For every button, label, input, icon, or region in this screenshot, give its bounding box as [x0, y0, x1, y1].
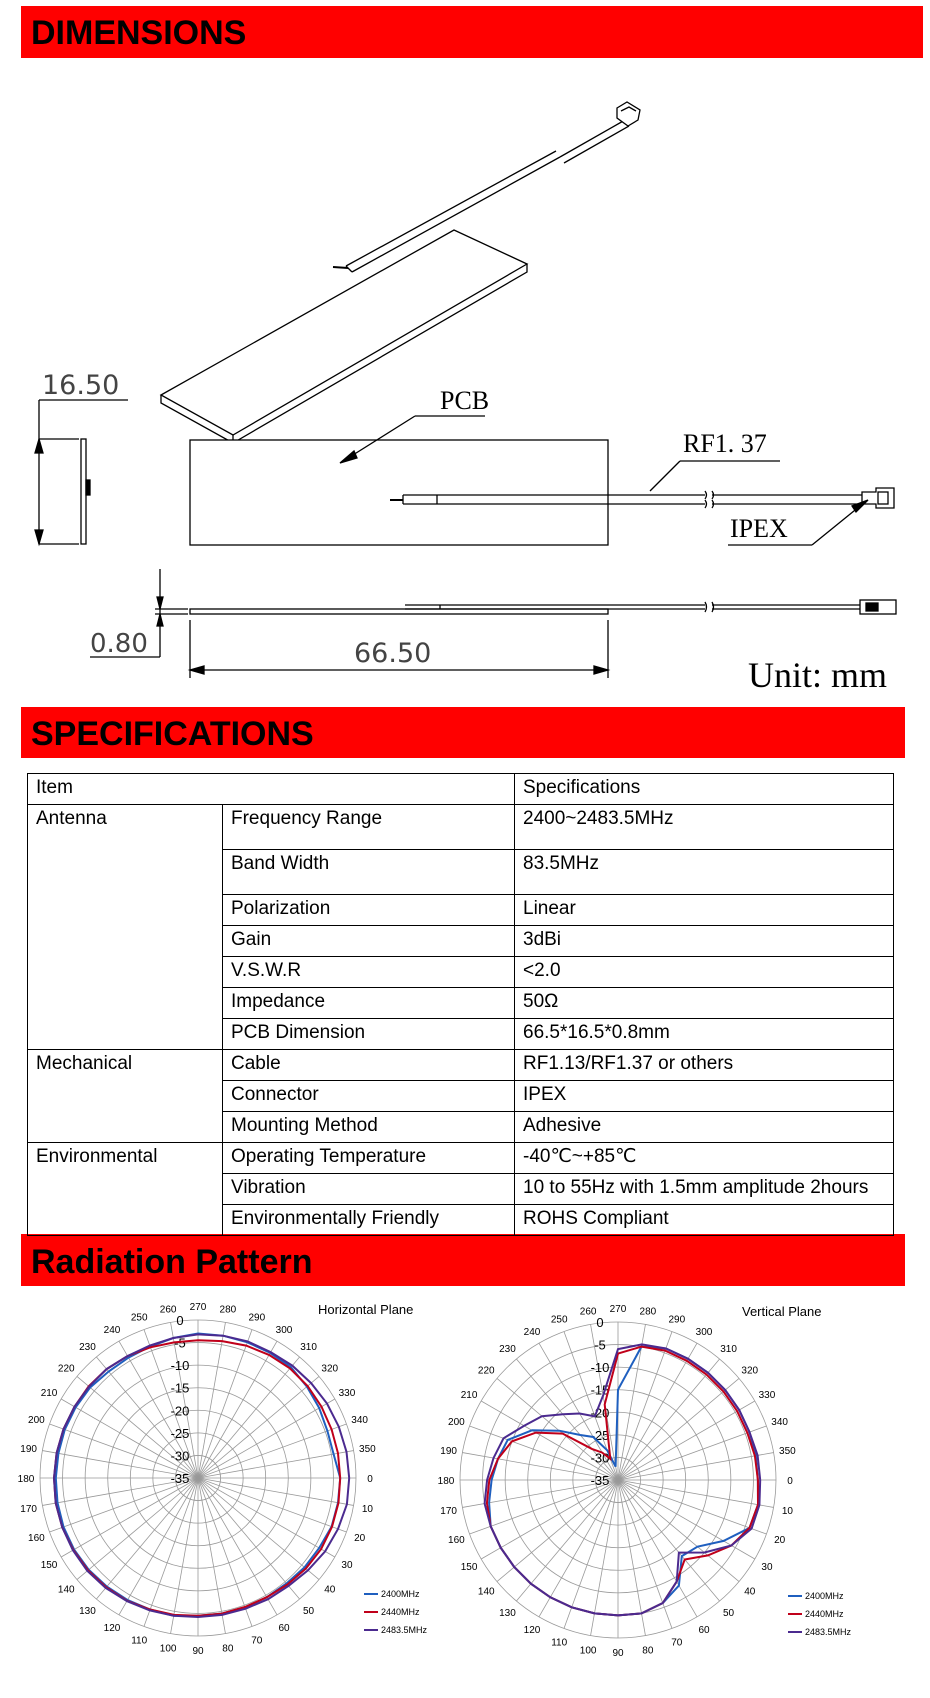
angle-tick-label: 260 — [159, 1304, 177, 1316]
angle-tick-label: 350 — [359, 1444, 376, 1456]
angle-tick-label: 290 — [248, 1312, 266, 1324]
angle-tick-label: 340 — [351, 1415, 368, 1427]
angle-tick-label: 40 — [324, 1584, 336, 1596]
angle-tick-label: 260 — [579, 1306, 597, 1318]
radial-tick-label: 0 — [176, 1313, 184, 1328]
angle-tick-label: 100 — [579, 1645, 597, 1657]
radial-tick-label: -25 — [170, 1425, 190, 1441]
angle-tick-label: 310 — [720, 1344, 737, 1356]
radial-tick-label: -20 — [590, 1405, 610, 1421]
angle-tick-label: 320 — [741, 1365, 759, 1377]
angle-tick-label: 340 — [771, 1417, 788, 1429]
radial-tick-label: -20 — [170, 1403, 190, 1419]
vertical-plane-chart — [437, 1288, 930, 1698]
specifications-title: SPECIFICATIONS — [31, 715, 314, 753]
group-cell: Mechanical — [28, 1050, 223, 1143]
angle-tick-label: 150 — [460, 1562, 478, 1573]
param-cell: Connector — [223, 1081, 515, 1112]
length-dimension-label: 66.50 — [354, 638, 432, 669]
angle-tick-label: 240 — [523, 1327, 541, 1339]
angle-tick-label: 130 — [79, 1605, 96, 1617]
angle-tick-label: 50 — [722, 1607, 735, 1619]
angle-tick-label: 190 — [440, 1446, 457, 1458]
angle-tick-label: 120 — [103, 1622, 121, 1634]
angle-tick-label: 300 — [275, 1325, 293, 1337]
angle-tick-label: 230 — [499, 1344, 516, 1356]
radial-tick-label: -35 — [590, 1473, 610, 1488]
isometric-pcb — [161, 102, 640, 443]
angle-tick-label: 300 — [695, 1327, 713, 1339]
angle-tick-label: 280 — [219, 1304, 237, 1316]
angle-tick-label: 350 — [779, 1446, 796, 1458]
angle-tick-label: 80 — [642, 1645, 654, 1657]
table-row — [28, 1143, 894, 1174]
legend-label: 2483.5MHz — [805, 1627, 852, 1637]
value-cell: Adhesive — [515, 1112, 894, 1143]
pcb-label: PCB — [440, 386, 490, 415]
angle-tick-label: 160 — [28, 1532, 45, 1544]
thickness-dimension-label: 0.80 — [90, 629, 148, 659]
angle-tick-label: 320 — [321, 1363, 339, 1375]
header-item: Item — [28, 774, 515, 805]
side-view — [35, 370, 128, 544]
radial-tick-label: -30 — [590, 1450, 610, 1466]
value-cell: 50Ω — [515, 988, 894, 1019]
angle-tick-label: 70 — [671, 1637, 683, 1649]
header-spec: Specifications — [515, 774, 894, 805]
legend-label: 2400MHz — [381, 1589, 420, 1599]
value-cell: RF1.13/RF1.37 or others — [515, 1050, 894, 1081]
param-cell: Operating Temperature — [223, 1143, 515, 1174]
angle-tick-label: 70 — [251, 1635, 263, 1647]
value-cell: ROHS Compliant — [515, 1205, 894, 1236]
angle-tick-label: 60 — [278, 1622, 290, 1634]
radial-tick-label: -15 — [590, 1382, 610, 1398]
angle-tick-label: 270 — [609, 1304, 627, 1315]
angle-tick-label: 10 — [361, 1503, 373, 1515]
horizontal-plane-chart — [6, 1288, 456, 1698]
radial-tick-label: -10 — [590, 1360, 610, 1376]
unit-label: Unit: mm — [748, 655, 888, 695]
legend-label: 2440MHz — [805, 1609, 844, 1619]
angle-tick-label: 90 — [612, 1648, 624, 1659]
param-cell: V.S.W.R — [223, 957, 515, 988]
angle-tick-label: 220 — [57, 1363, 75, 1375]
angle-tick-label: 80 — [222, 1643, 234, 1655]
angle-tick-label: 60 — [698, 1624, 710, 1636]
angle-tick-label: 20 — [354, 1532, 366, 1544]
angle-tick-label: 200 — [28, 1415, 45, 1427]
angle-tick-label: 250 — [550, 1314, 568, 1326]
angle-tick-label: 190 — [20, 1444, 37, 1456]
angle-tick-label: 240 — [103, 1325, 121, 1337]
table-row — [28, 1050, 894, 1081]
radial-tick-label: -30 — [170, 1448, 190, 1464]
param-cell: Impedance — [223, 988, 515, 1019]
angle-tick-label: 130 — [499, 1607, 516, 1619]
angle-tick-label: 330 — [758, 1390, 776, 1401]
angle-tick-label: 160 — [448, 1534, 465, 1546]
angle-tick-label: 220 — [477, 1365, 495, 1377]
radiation-title: Radiation Pattern — [31, 1243, 313, 1281]
value-cell: 2400~2483.5MHz — [515, 805, 894, 850]
table-header-row — [28, 774, 894, 805]
value-cell: <2.0 — [515, 957, 894, 988]
angle-tick-label: 30 — [341, 1560, 353, 1571]
angle-tick-label: 150 — [40, 1560, 58, 1571]
param-cell: Environmentally Friendly — [223, 1205, 515, 1236]
value-cell: IPEX — [515, 1081, 894, 1112]
angle-tick-label: 250 — [130, 1312, 148, 1324]
table-row — [28, 805, 894, 850]
radiation-banner — [21, 1234, 905, 1286]
radial-tick-label: -5 — [174, 1335, 186, 1351]
angle-tick-label: 170 — [440, 1505, 457, 1517]
value-cell: 10 to 55Hz with 1.5mm amplitude 2hours — [515, 1174, 894, 1205]
value-cell: 83.5MHz — [515, 850, 894, 895]
legend-label: 2440MHz — [381, 1607, 420, 1617]
angle-tick-label: 30 — [761, 1562, 773, 1573]
radial-tick-label: -25 — [590, 1427, 610, 1443]
angle-tick-label: 180 — [437, 1476, 455, 1487]
angle-tick-label: 200 — [448, 1417, 465, 1429]
angle-tick-label: 50 — [302, 1605, 315, 1617]
param-cell: Mounting Method — [223, 1112, 515, 1143]
angle-tick-label: 0 — [367, 1474, 373, 1485]
chart-title: Vertical Plane — [742, 1304, 822, 1319]
angle-tick-label: 110 — [131, 1635, 148, 1647]
angle-tick-label: 20 — [774, 1534, 786, 1546]
angle-tick-label: 210 — [460, 1390, 478, 1401]
top-view — [190, 386, 894, 545]
angle-tick-label: 40 — [744, 1586, 756, 1598]
angle-tick-label: 0 — [787, 1476, 793, 1487]
value-cell: Linear — [515, 895, 894, 926]
angle-tick-label: 170 — [20, 1503, 37, 1515]
angle-tick-label: 270 — [189, 1302, 207, 1313]
connector-label: IPEX — [730, 514, 788, 543]
angle-tick-label: 110 — [551, 1637, 568, 1649]
dimension-drawing — [0, 60, 930, 700]
radial-tick-label: -5 — [594, 1337, 606, 1353]
group-cell: Antenna — [28, 805, 223, 1050]
angle-tick-label: 100 — [159, 1643, 177, 1655]
angle-tick-label: 330 — [338, 1388, 356, 1399]
radial-tick-label: -10 — [170, 1358, 190, 1374]
param-cell: Polarization — [223, 895, 515, 926]
angle-tick-label: 290 — [668, 1314, 686, 1326]
param-cell: PCB Dimension — [223, 1019, 515, 1050]
specifications-table — [27, 773, 894, 1236]
param-cell: Frequency Range — [223, 805, 515, 850]
group-cell: Environmental — [28, 1143, 223, 1236]
value-cell: 3dBi — [515, 926, 894, 957]
angle-tick-label: 310 — [300, 1342, 317, 1354]
chart-title: Horizontal Plane — [318, 1302, 414, 1317]
angle-tick-label: 10 — [781, 1505, 793, 1517]
param-cell: Cable — [223, 1050, 515, 1081]
angle-tick-label: 180 — [17, 1474, 35, 1485]
value-cell: -40℃~+85℃ — [515, 1143, 894, 1174]
angle-tick-label: 210 — [40, 1388, 58, 1399]
legend-label: 2400MHz — [805, 1591, 844, 1601]
value-cell: 66.5*16.5*0.8mm — [515, 1019, 894, 1050]
angle-tick-label: 120 — [523, 1624, 541, 1636]
param-cell: Vibration — [223, 1174, 515, 1205]
legend-label: 2483.5MHz — [381, 1625, 428, 1635]
angle-tick-label: 140 — [57, 1584, 75, 1596]
angle-tick-label: 140 — [477, 1586, 495, 1598]
dimensions-banner — [21, 6, 923, 58]
angle-tick-label: 230 — [79, 1342, 96, 1354]
width-dimension-label: 16.50 — [42, 370, 120, 401]
dimensions-title: DIMENSIONS — [31, 14, 247, 52]
param-cell: Band Width — [223, 850, 515, 895]
cable-label: RF1. 37 — [683, 429, 767, 458]
radial-tick-label: -35 — [170, 1471, 190, 1486]
angle-tick-label: 90 — [192, 1646, 204, 1657]
radial-tick-label: 0 — [596, 1315, 604, 1330]
radial-tick-label: -15 — [170, 1380, 190, 1396]
angle-tick-label: 280 — [639, 1306, 657, 1318]
specifications-banner — [21, 707, 905, 758]
param-cell: Gain — [223, 926, 515, 957]
